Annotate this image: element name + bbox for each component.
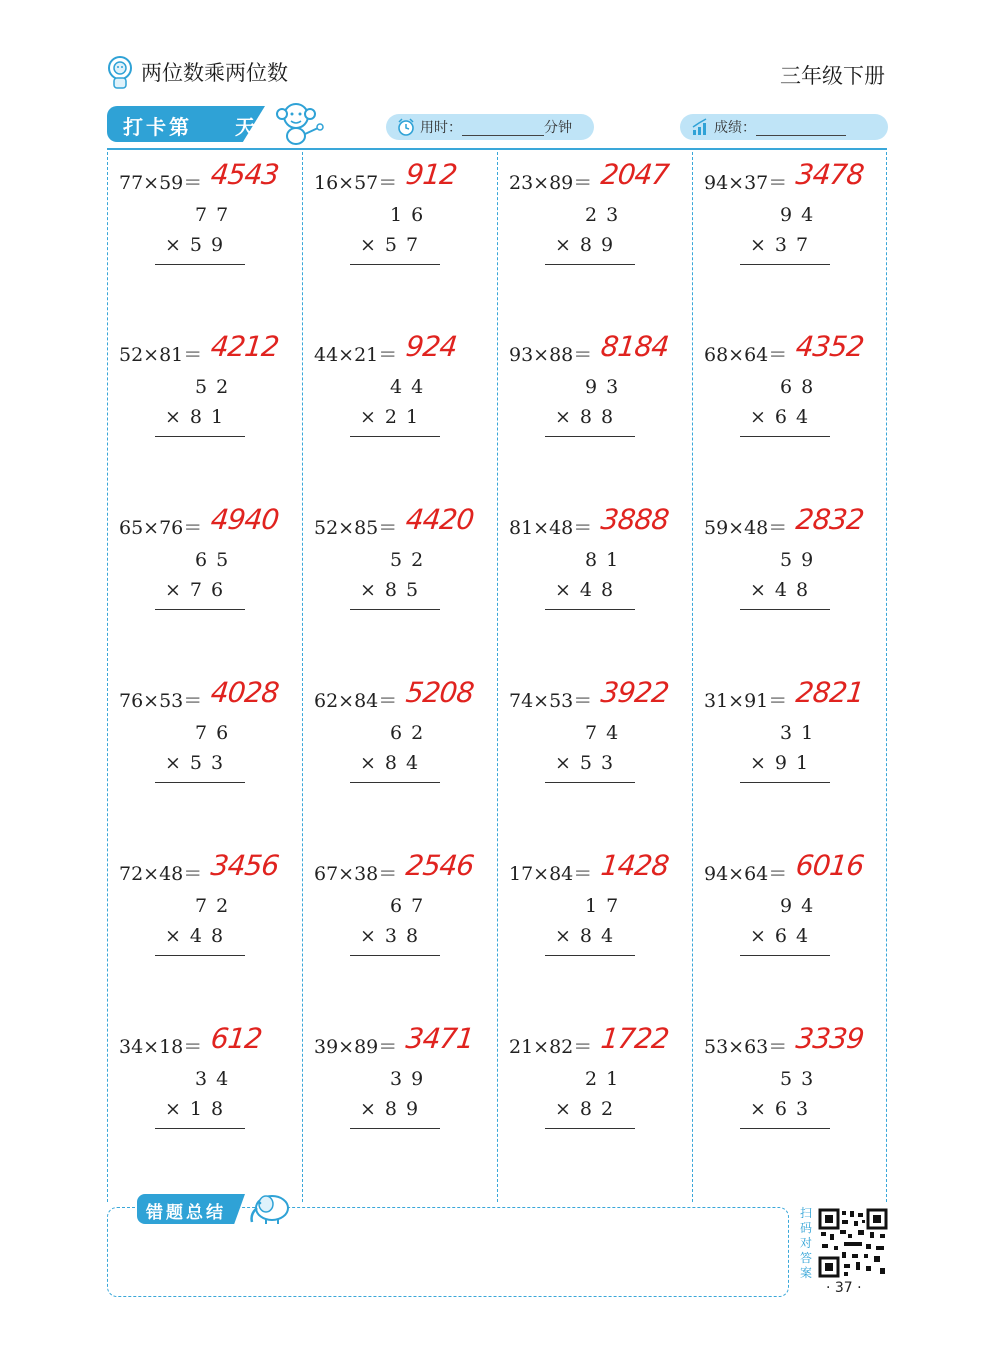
vertical-bottom-number: ×64 <box>750 406 818 428</box>
vertical-top-number: 21 <box>585 1068 628 1090</box>
lion-icon <box>105 55 135 89</box>
equation-text: 62×84＝ <box>314 690 398 712</box>
vertical-bottom-number: ×21 <box>360 406 428 428</box>
equation-text: 34×18＝ <box>119 1036 203 1058</box>
problem-cell <box>692 1016 887 1188</box>
problem-cell <box>692 670 887 842</box>
equation-text: 93×88＝ <box>509 344 593 366</box>
vertical-rule <box>155 436 245 437</box>
elephant-icon <box>246 1188 294 1226</box>
vertical-rule <box>350 782 440 783</box>
vertical-bottom-number: ×37 <box>750 234 818 256</box>
vertical-top-number: 94 <box>780 895 823 917</box>
equation-text: 68×64＝ <box>704 344 788 366</box>
vertical-top-number: 53 <box>780 1068 823 1090</box>
vertical-top-number: 94 <box>780 204 823 226</box>
vertical-bottom-number: ×91 <box>750 752 818 774</box>
problem-cell <box>302 1016 497 1188</box>
problem-cell <box>497 670 692 842</box>
vertical-bottom-number: ×82 <box>555 1098 623 1120</box>
vertical-rule <box>155 782 245 783</box>
vertical-rule <box>155 609 245 610</box>
vertical-bottom-number: ×48 <box>750 579 818 601</box>
equation-text: 59×48＝ <box>704 517 788 539</box>
vertical-bottom-number: ×88 <box>555 406 623 428</box>
handwritten-answer: 3471 <box>404 1022 475 1055</box>
vertical-rule <box>545 955 635 956</box>
handwritten-answer: 3339 <box>794 1022 865 1055</box>
vertical-top-number: 76 <box>195 722 238 744</box>
problem-cell <box>107 152 302 324</box>
vertical-rule <box>350 436 440 437</box>
vertical-top-number: 34 <box>195 1068 238 1090</box>
problem-cell <box>692 843 887 1015</box>
problem-cell <box>302 497 497 669</box>
handwritten-answer: 4352 <box>794 330 865 363</box>
problem-cell <box>302 152 497 324</box>
time-pill <box>386 114 594 140</box>
equation-text: 77×59＝ <box>119 172 203 194</box>
vertical-rule <box>740 264 830 265</box>
vertical-bottom-number: ×84 <box>360 752 428 774</box>
vertical-top-number: 31 <box>780 722 823 744</box>
vertical-top-number: 44 <box>390 376 433 398</box>
handwritten-answer: 6016 <box>794 849 865 882</box>
vertical-top-number: 16 <box>390 204 433 226</box>
vertical-rule <box>155 264 245 265</box>
equation-text: 81×48＝ <box>509 517 593 539</box>
vertical-rule <box>545 782 635 783</box>
vertical-top-number: 67 <box>390 895 433 917</box>
handwritten-answer: 3456 <box>209 849 280 882</box>
handwritten-answer: 612 <box>209 1022 264 1055</box>
equation-text: 52×85＝ <box>314 517 398 539</box>
vertical-top-number: 52 <box>390 549 433 571</box>
checkin-banner <box>107 106 269 142</box>
equation-text: 76×53＝ <box>119 690 203 712</box>
equation-text: 23×89＝ <box>509 172 593 194</box>
handwritten-answer: 8184 <box>599 330 670 363</box>
vertical-bottom-number: ×84 <box>555 925 623 947</box>
vertical-bottom-number: ×64 <box>750 925 818 947</box>
problem-cell <box>497 324 692 496</box>
problem-cell <box>692 152 887 324</box>
vertical-bottom-number: ×48 <box>555 579 623 601</box>
vertical-rule <box>350 955 440 956</box>
equation-text: 17×84＝ <box>509 863 593 885</box>
vertical-rule <box>740 1128 830 1129</box>
vertical-rule <box>545 436 635 437</box>
vertical-top-number: 39 <box>390 1068 433 1090</box>
problem-cell <box>107 497 302 669</box>
equation-text: 94×37＝ <box>704 172 788 194</box>
score-blank-field[interactable] <box>756 119 846 136</box>
handwritten-answer: 4940 <box>209 503 280 536</box>
vertical-rule <box>155 1128 245 1129</box>
vertical-bottom-number: ×18 <box>165 1098 233 1120</box>
vertical-rule <box>545 1128 635 1129</box>
vertical-top-number: 74 <box>585 722 628 744</box>
scan-for-answers-label: 扫码对答案 <box>800 1206 813 1280</box>
monkey-icon <box>272 100 328 148</box>
problem-cell <box>692 324 887 496</box>
checkin-label: 打卡第 <box>123 115 192 139</box>
handwritten-answer: 1428 <box>599 849 670 882</box>
vertical-rule <box>545 609 635 610</box>
problem-cell <box>107 324 302 496</box>
problem-cell <box>107 843 302 1015</box>
problem-cell <box>107 670 302 842</box>
handwritten-answer: 4028 <box>209 676 280 709</box>
equation-text: 21×82＝ <box>509 1036 593 1058</box>
time-unit: 分钟 <box>544 120 572 136</box>
vertical-rule <box>740 782 830 783</box>
vertical-top-number: 23 <box>585 204 628 226</box>
page-number: · 37 · <box>826 1280 862 1296</box>
vertical-top-number: 52 <box>195 376 238 398</box>
handwritten-answer: 2832 <box>794 503 865 536</box>
score-pill <box>680 114 888 140</box>
vertical-rule <box>740 955 830 956</box>
equation-text: 16×57＝ <box>314 172 398 194</box>
page-title: 两位数乘两位数 <box>141 61 288 85</box>
problem-cell <box>302 324 497 496</box>
vertical-top-number: 68 <box>780 376 823 398</box>
handwritten-answer: 3888 <box>599 503 670 536</box>
header-left <box>105 52 288 92</box>
handwritten-answer: 924 <box>404 330 459 363</box>
vertical-rule <box>545 264 635 265</box>
problem-cell <box>497 497 692 669</box>
equation-text: 72×48＝ <box>119 863 203 885</box>
handwritten-answer: 5208 <box>404 676 475 709</box>
equation-text: 65×76＝ <box>119 517 203 539</box>
handwritten-answer: 3922 <box>599 676 670 709</box>
chart-icon <box>690 117 710 137</box>
vertical-bottom-number: ×89 <box>360 1098 428 1120</box>
handwritten-answer: 912 <box>404 158 459 191</box>
grade-label: 三年级下册 <box>780 64 885 88</box>
vertical-rule <box>740 609 830 610</box>
vertical-rule <box>350 264 440 265</box>
problem-cell <box>497 152 692 324</box>
handwritten-answer: 4420 <box>404 503 475 536</box>
vertical-top-number: 81 <box>585 549 628 571</box>
vertical-bottom-number: ×89 <box>555 234 623 256</box>
vertical-rule <box>155 955 245 956</box>
checkin-day-suffix: 天 <box>235 115 255 139</box>
vertical-top-number: 65 <box>195 549 238 571</box>
vertical-rule <box>350 609 440 610</box>
equation-text: 31×91＝ <box>704 690 788 712</box>
vertical-top-number: 59 <box>780 549 823 571</box>
problem-cell <box>692 497 887 669</box>
handwritten-answer: 3478 <box>794 158 865 191</box>
vertical-top-number: 17 <box>585 895 628 917</box>
vertical-bottom-number: ×85 <box>360 579 428 601</box>
vertical-bottom-number: ×38 <box>360 925 428 947</box>
handwritten-answer: 1722 <box>599 1022 670 1055</box>
handwritten-answer: 4212 <box>209 330 280 363</box>
vertical-top-number: 72 <box>195 895 238 917</box>
vertical-top-number: 77 <box>195 204 238 226</box>
vertical-bottom-number: ×53 <box>555 752 623 774</box>
handwritten-answer: 4543 <box>209 158 280 191</box>
vertical-rule <box>740 436 830 437</box>
equation-text: 53×63＝ <box>704 1036 788 1058</box>
equation-text: 44×21＝ <box>314 344 398 366</box>
vertical-top-number: 93 <box>585 376 628 398</box>
clock-icon <box>396 117 416 137</box>
vertical-rule <box>350 1128 440 1129</box>
qr-code-icon[interactable] <box>818 1208 888 1278</box>
vertical-bottom-number: ×53 <box>165 752 233 774</box>
time-label: 用时： <box>420 120 462 136</box>
handwritten-answer: 2821 <box>794 676 865 709</box>
vertical-bottom-number: ×63 <box>750 1098 818 1120</box>
handwritten-answer: 2546 <box>404 849 475 882</box>
problem-cell <box>302 843 497 1015</box>
handwritten-answer: 2047 <box>599 158 670 191</box>
equation-text: 67×38＝ <box>314 863 398 885</box>
vertical-bottom-number: ×81 <box>165 406 233 428</box>
mistakes-summary-label: 错题总结 <box>146 1203 226 1223</box>
vertical-bottom-number: ×59 <box>165 234 233 256</box>
vertical-top-number: 62 <box>390 722 433 744</box>
equation-text: 94×64＝ <box>704 863 788 885</box>
time-blank-field[interactable] <box>462 119 544 136</box>
problem-cell <box>497 843 692 1015</box>
equation-text: 52×81＝ <box>119 344 203 366</box>
equation-text: 74×53＝ <box>509 690 593 712</box>
problem-cell <box>302 670 497 842</box>
problem-cell <box>107 1016 302 1188</box>
score-label: 成绩： <box>714 120 756 136</box>
vertical-bottom-number: ×57 <box>360 234 428 256</box>
vertical-bottom-number: ×76 <box>165 579 233 601</box>
vertical-bottom-number: ×48 <box>165 925 233 947</box>
equation-text: 39×89＝ <box>314 1036 398 1058</box>
problem-cell <box>497 1016 692 1188</box>
